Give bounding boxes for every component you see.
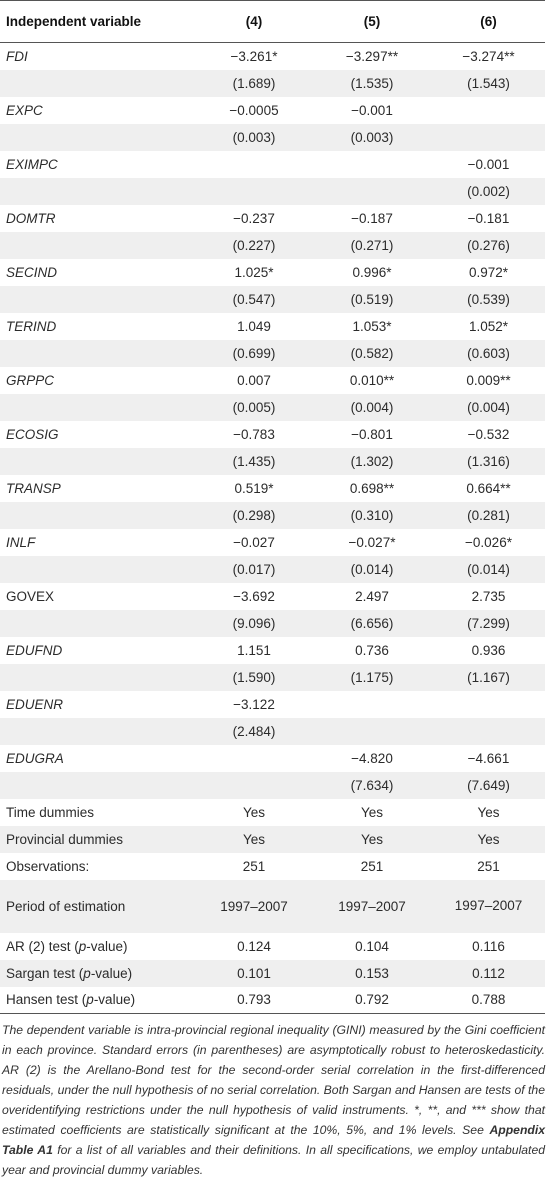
header-model-4: (4) bbox=[196, 1, 312, 43]
cell-model-6: −0.001 bbox=[467, 156, 510, 172]
row-label: Provincial dummies bbox=[6, 831, 124, 847]
row-label: AR (2) test (p-value) bbox=[6, 938, 128, 954]
cell-model-5 bbox=[312, 178, 432, 205]
cell-model-6: (0.002) bbox=[467, 183, 510, 199]
table-row-std-error bbox=[0, 70, 545, 97]
cell-model-4: −0.237 bbox=[233, 210, 275, 226]
cell-model-4: 251 bbox=[242, 858, 266, 874]
cell-model-5: 1997–2007 bbox=[338, 898, 406, 914]
row-label bbox=[0, 178, 196, 205]
cell-model-5 bbox=[312, 691, 432, 718]
cell-model-4: −3.692 bbox=[233, 588, 275, 604]
row-label: DOMTR bbox=[6, 210, 56, 226]
table-row bbox=[0, 960, 545, 987]
table-row-std-error bbox=[0, 286, 545, 313]
row-label: INLF bbox=[6, 534, 36, 550]
cell-model-4: −3.122 bbox=[233, 696, 275, 712]
cell-model-4 bbox=[196, 151, 312, 178]
cell-model-6: −4.661 bbox=[467, 750, 510, 766]
table-row-std-error bbox=[0, 772, 545, 799]
cell-model-6: 0.116 bbox=[472, 938, 505, 954]
table-row-std-error bbox=[0, 340, 545, 367]
row-label: Period of estimation bbox=[6, 898, 126, 914]
table-row bbox=[0, 313, 545, 340]
cell-model-4: −3.261* bbox=[230, 48, 278, 64]
cell-model-4: −0.027 bbox=[233, 534, 275, 550]
row-label: EDUFND bbox=[6, 642, 63, 658]
cell-model-5: −0.001 bbox=[351, 102, 393, 118]
cell-model-6: (1.167) bbox=[467, 669, 510, 685]
table-row bbox=[0, 799, 545, 826]
footnote-text-start: The dependent variable is intra-provincial regional inequality (GINI) measured by the Gini coefficient in each province. Standard errors (in parentheses) are asymptotically robust to heteroskedasticity. AR (2) is the Arellano-Bond test for the second-order serial correlation in the first-differenced residuals, under the null hypothesis of no serial correlation. Both Sargan and Hansen are tests of the overidentifying restrictions under the null hypothesis of valid instruments. *, **, and *** show that estimated coefficients are statistically significant at the 10%, 5%, and 1% levels. See bbox=[2, 1023, 545, 1137]
row-label: Hansen test (p-value) bbox=[0, 987, 196, 1014]
row-label: SECIND bbox=[6, 264, 58, 280]
cell-model-6: 0.112 bbox=[472, 965, 505, 981]
cell-model-4: (1.435) bbox=[232, 453, 276, 469]
cell-model-6: 0.972* bbox=[468, 264, 509, 280]
table-row-std-error bbox=[0, 610, 545, 637]
cell-model-5: 251 bbox=[360, 858, 384, 874]
row-label bbox=[0, 232, 196, 259]
cell-model-6 bbox=[432, 97, 545, 124]
row-label bbox=[0, 556, 196, 583]
row-label bbox=[0, 340, 196, 367]
cell-model-5: 0.736 bbox=[355, 642, 389, 658]
cell-model-4: (0.227) bbox=[232, 237, 276, 253]
cell-model-5 bbox=[312, 718, 432, 745]
cell-model-6: −3.274** bbox=[462, 48, 515, 64]
cell-model-4: (9.096) bbox=[232, 615, 276, 631]
cell-model-5: 0.698** bbox=[349, 480, 395, 496]
table-row bbox=[0, 691, 545, 718]
table-row bbox=[0, 583, 545, 610]
cell-model-5: 0.792 bbox=[312, 987, 432, 1014]
cell-model-6: Yes bbox=[477, 831, 500, 847]
table-row-std-error bbox=[0, 394, 545, 421]
header-row bbox=[0, 1, 545, 43]
cell-model-6: (0.014) bbox=[467, 561, 510, 577]
cell-model-5: (0.014) bbox=[350, 561, 394, 577]
appendix-table-link[interactable]: Appendix Table A1 bbox=[2, 1123, 545, 1157]
table-row-std-error bbox=[0, 556, 545, 583]
cell-model-5: 0.996* bbox=[352, 264, 392, 280]
cell-model-5: 0.104 bbox=[355, 938, 389, 954]
cell-model-6: (0.603) bbox=[467, 345, 510, 361]
cell-model-5: −4.820 bbox=[351, 750, 393, 766]
table-body bbox=[0, 43, 545, 1014]
cell-model-6 bbox=[432, 718, 545, 745]
header-model-5: (5) bbox=[312, 1, 432, 43]
row-label: EDUGRA bbox=[6, 750, 64, 766]
cell-model-4: Yes bbox=[242, 804, 266, 820]
cell-model-5: Yes bbox=[360, 804, 384, 820]
cell-model-5: (0.003) bbox=[350, 129, 394, 145]
cell-model-4: (1.590) bbox=[232, 669, 276, 685]
cell-model-5: (1.535) bbox=[350, 75, 394, 91]
cell-model-4: 1.025* bbox=[234, 264, 274, 280]
cell-model-5: (0.271) bbox=[350, 237, 394, 253]
table-row-std-error bbox=[0, 232, 545, 259]
cell-model-5: (0.582) bbox=[350, 345, 394, 361]
row-label: EXIMPC bbox=[6, 156, 58, 172]
table-row bbox=[0, 97, 545, 124]
cell-model-6: 0.664** bbox=[466, 480, 511, 496]
row-label bbox=[0, 448, 196, 475]
row-label bbox=[0, 772, 196, 799]
header-model-6: (6) bbox=[432, 1, 545, 43]
cell-model-4: −0.0005 bbox=[229, 102, 279, 118]
row-label bbox=[0, 70, 196, 97]
table-row bbox=[0, 745, 545, 772]
cell-model-6: (1.316) bbox=[467, 453, 510, 469]
table-row bbox=[0, 259, 545, 286]
cell-model-4: 0.101 bbox=[237, 965, 271, 981]
cell-model-5: (6.656) bbox=[350, 615, 394, 631]
table-row-std-error bbox=[0, 664, 545, 691]
cell-model-6: 1997–2007 bbox=[454, 898, 523, 913]
cell-model-5: 2.497 bbox=[355, 588, 389, 604]
cell-model-4: (0.699) bbox=[232, 345, 276, 361]
cell-model-4: −0.783 bbox=[233, 426, 275, 442]
cell-model-6: 1.052* bbox=[468, 318, 509, 334]
cell-model-4: 0.519* bbox=[234, 480, 274, 496]
table-row bbox=[0, 205, 545, 232]
row-label: ECOSIG bbox=[6, 426, 59, 442]
cell-model-4: Yes bbox=[242, 831, 266, 847]
cell-model-6: (7.649) bbox=[467, 777, 510, 793]
row-label: GOVEX bbox=[6, 588, 55, 604]
cell-model-6: (7.299) bbox=[467, 615, 510, 631]
table-row bbox=[0, 151, 545, 178]
cell-model-6: (0.004) bbox=[467, 399, 510, 415]
cell-model-5: 1.053* bbox=[352, 318, 392, 334]
cell-model-6: (0.276) bbox=[467, 237, 510, 253]
row-label bbox=[0, 502, 196, 529]
cell-model-6: (1.543) bbox=[467, 75, 510, 91]
footnote-text-end: for a list of all variables and their definitions. In all specifications, we employ untabulated year and provincial dummy variables. bbox=[2, 1143, 545, 1177]
cell-model-4: (0.017) bbox=[232, 561, 276, 577]
row-label: FDI bbox=[6, 48, 28, 64]
cell-model-5: (1.302) bbox=[350, 453, 394, 469]
cell-model-4: (1.689) bbox=[232, 75, 276, 91]
cell-model-4: (2.484) bbox=[232, 723, 276, 739]
cell-model-6: 0.009** bbox=[466, 372, 511, 388]
table-row bbox=[0, 529, 545, 556]
table-header bbox=[0, 1, 545, 43]
cell-model-5: −0.801 bbox=[351, 426, 393, 442]
cell-model-6: −0.026* bbox=[465, 534, 512, 550]
cell-model-5: (0.310) bbox=[350, 507, 394, 523]
cell-model-6: −0.532 bbox=[467, 426, 510, 442]
row-label: Time dummies bbox=[6, 804, 95, 820]
cell-model-4: 0.793 bbox=[196, 987, 312, 1014]
cell-model-5: (0.004) bbox=[350, 399, 394, 415]
cell-model-6: (0.281) bbox=[467, 507, 510, 523]
cell-model-4: 0.007 bbox=[237, 372, 271, 388]
cell-model-6: 0.936 bbox=[471, 642, 506, 658]
cell-model-5: Yes bbox=[360, 831, 384, 847]
row-label: EDUENR bbox=[6, 696, 64, 712]
table-row bbox=[0, 826, 545, 853]
cell-model-4: 0.124 bbox=[237, 938, 271, 954]
row-label: TRANSP bbox=[6, 480, 61, 496]
header-independent-variable: Independent variable bbox=[0, 1, 196, 43]
table-footnote bbox=[0, 1014, 545, 1180]
cell-model-4: (0.547) bbox=[232, 291, 276, 307]
cell-model-5 bbox=[312, 151, 432, 178]
cell-model-6: 251 bbox=[477, 858, 500, 874]
table-row bbox=[0, 637, 545, 664]
table-row bbox=[0, 43, 545, 70]
row-label bbox=[0, 286, 196, 313]
table-row-std-error bbox=[0, 124, 545, 151]
cell-model-6 bbox=[432, 124, 545, 151]
table-row-std-error bbox=[0, 718, 545, 745]
table-row-std-error bbox=[0, 502, 545, 529]
cell-model-5: −0.027* bbox=[348, 534, 396, 550]
row-label bbox=[0, 610, 196, 637]
cell-model-6 bbox=[432, 691, 545, 718]
row-label: TERIND bbox=[6, 318, 57, 334]
cell-model-6: −0.181 bbox=[467, 210, 510, 226]
table-row-std-error bbox=[0, 178, 545, 205]
row-label bbox=[0, 124, 196, 151]
cell-model-5: (7.634) bbox=[350, 777, 394, 793]
row-label: GRPPC bbox=[6, 372, 55, 388]
cell-model-4: 1.151 bbox=[237, 642, 271, 658]
cell-model-4 bbox=[196, 745, 312, 772]
cell-model-5: (1.175) bbox=[350, 669, 394, 685]
cell-model-4 bbox=[196, 178, 312, 205]
cell-model-6: Yes bbox=[477, 804, 500, 820]
row-label bbox=[0, 718, 196, 745]
cell-model-5: 0.153 bbox=[355, 965, 389, 981]
table-row bbox=[0, 475, 545, 502]
cell-model-4: (0.003) bbox=[232, 129, 276, 145]
cell-model-4: 1997–2007 bbox=[220, 898, 288, 914]
row-label bbox=[0, 664, 196, 691]
cell-model-4: (0.005) bbox=[232, 399, 276, 415]
table-row-std-error bbox=[0, 448, 545, 475]
cell-model-4: 1.049 bbox=[237, 318, 271, 334]
cell-model-6: 2.735 bbox=[471, 588, 506, 604]
table-row bbox=[0, 880, 545, 933]
cell-model-5: −0.187 bbox=[351, 210, 393, 226]
table-row bbox=[0, 987, 545, 1014]
row-label bbox=[0, 394, 196, 421]
cell-model-5: 0.010** bbox=[349, 372, 395, 388]
table-row bbox=[0, 421, 545, 448]
table-row bbox=[0, 853, 545, 880]
table-row bbox=[0, 933, 545, 960]
cell-model-6: (0.539) bbox=[467, 291, 510, 307]
row-label: EXPC bbox=[6, 102, 43, 118]
cell-model-6: 0.788 bbox=[432, 987, 545, 1014]
cell-model-4 bbox=[196, 772, 312, 799]
cell-model-5: −3.297** bbox=[345, 48, 399, 64]
cell-model-5: (0.519) bbox=[350, 291, 394, 307]
row-label: Observations: bbox=[6, 858, 90, 874]
row-label: Sargan test (p-value) bbox=[6, 965, 133, 981]
cell-model-4: (0.298) bbox=[232, 507, 276, 523]
table-row bbox=[0, 367, 545, 394]
